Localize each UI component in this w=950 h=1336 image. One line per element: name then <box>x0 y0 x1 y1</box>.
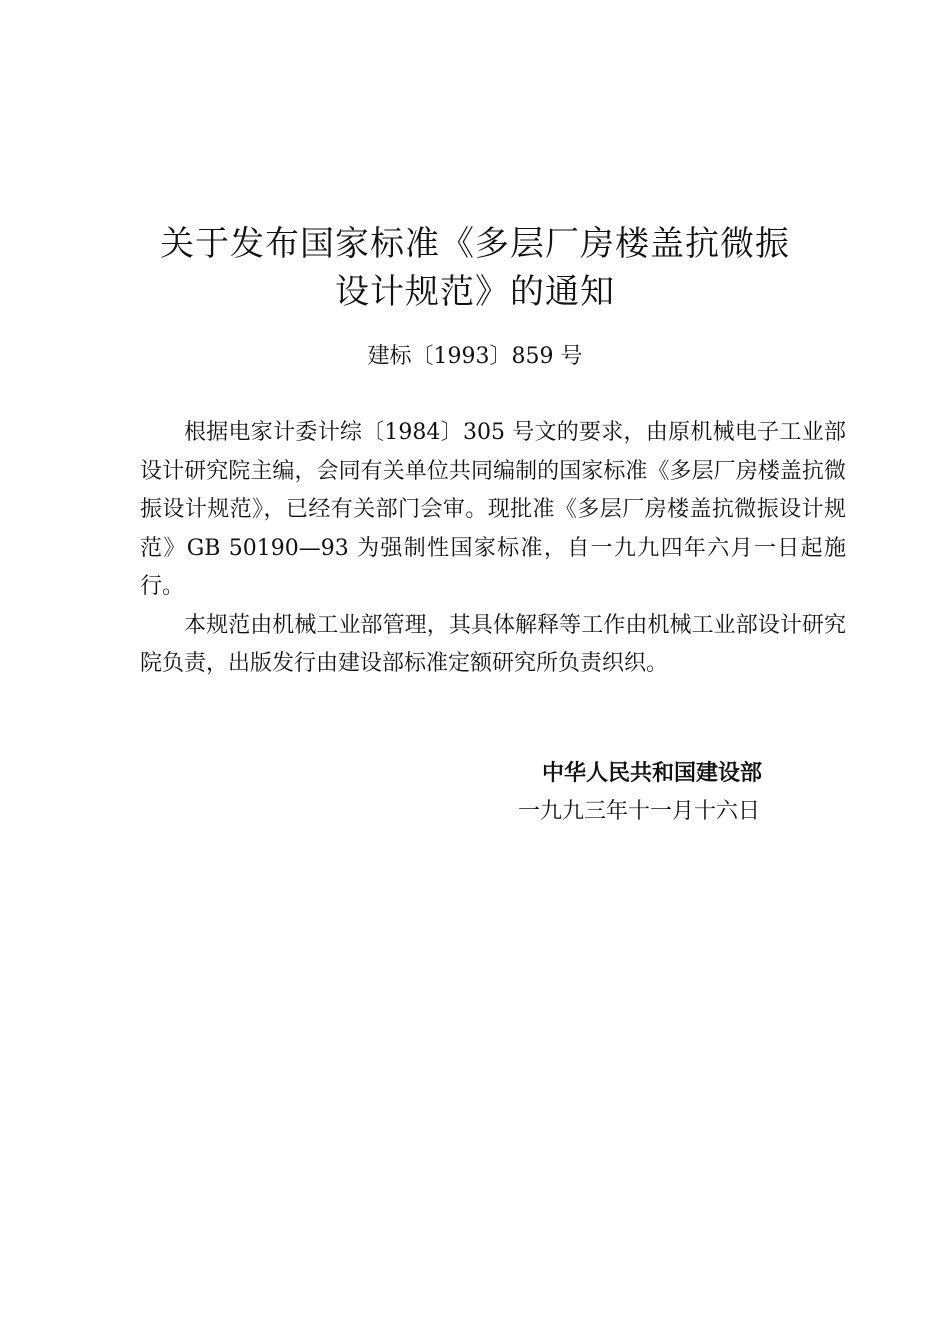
body-paragraph-2: 本规范由机械工业部管理，其具体解释等工作由机械工业部设计研究院负责，出版发行由建设部标准定额研究所负责织织。 <box>140 612 846 676</box>
document-number: 建标〔1993〕859 号 <box>367 344 583 369</box>
issuing-organization: 中华人民共和国建设部 <box>542 761 763 786</box>
title-line-1: 关于发布国家标准《多层厂房楼盖抗微振 <box>160 224 790 264</box>
body-paragraph-1: 根据电家计委计综〔1984〕305 号文的要求，由原机械电子工业部设计研究院主编，会同有关单位共同编制的国家标准《多层厂房楼盖抗微振设计规范》，已经有关部门会审。现批准《多层厂房楼盖抗微振设计规范》GB 50190—93 为强制性国家标准，自一九九四年六月一日起施行。 <box>140 420 846 599</box>
issue-date: 一九九三年十一月十六日 <box>518 799 761 824</box>
title-line-2: 设计规范》的通知 <box>335 272 615 312</box>
notice-title <box>0 220 950 316</box>
signature-block <box>510 755 810 831</box>
notice-body <box>140 414 846 684</box>
